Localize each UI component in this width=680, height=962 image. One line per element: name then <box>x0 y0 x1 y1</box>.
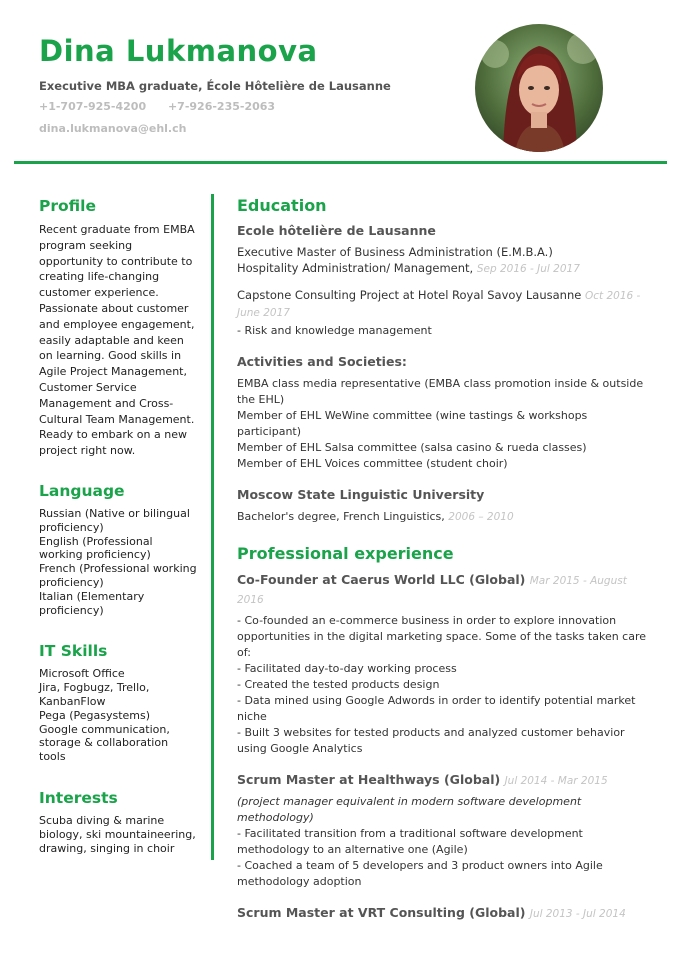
job-2 <box>237 771 647 890</box>
school-1: Ecole hôtelière de Lausanne <box>237 223 436 238</box>
job-2-line: - Coached a team of 5 developers and 3 product owners into Agile methodology adoption <box>237 859 603 888</box>
it-skills-list <box>39 667 197 764</box>
profile-photo <box>475 24 603 152</box>
job-3-date: Jul 2013 - Jul 2014 <box>529 908 626 920</box>
job-1-details <box>237 613 647 757</box>
language-heading: Language <box>39 481 125 500</box>
candidate-subtitle: Executive MBA graduate, École Hôtelière de Lausanne <box>39 79 391 93</box>
activity-item: Member of EHL WeWine committee (wine tastings & workshops participant) <box>237 409 588 438</box>
capstone-project <box>237 287 647 321</box>
job-1-line: - Built 3 websites for tested products and analyzed customer behavior using Google Analytics <box>237 726 625 755</box>
job-3-header <box>237 904 647 923</box>
job-1 <box>237 571 647 757</box>
language-item: Russian (Native or bilingual proficiency) <box>39 506 190 534</box>
candidate-name: Dina Lukmanova <box>39 34 318 68</box>
phone-2: +7-926-235-2063 <box>167 100 276 113</box>
capstone-date: Oct 2016 - June 2017 <box>237 290 641 319</box>
degree-2-field: Bachelor's degree, French Linguistics, <box>237 510 445 523</box>
activity-item: Member of EHL Salsa committee (salsa casino & rueda classes) <box>237 441 587 454</box>
language-item: French (Professional working proficiency) <box>39 562 197 589</box>
skill-item: Google communication, storage & collaboration tools <box>39 722 170 764</box>
right-column <box>237 195 647 923</box>
job-2-note: (project manager equivalent in modern software development methodology) <box>237 795 582 824</box>
language-item: Italian (Elementary proficiency) <box>39 589 145 617</box>
job-1-line: - Co-founded an e-commerce business in order to explore innovation opportunities in the digital marketing space. Some of the tasks taken care of: <box>237 614 647 659</box>
skill-item: Jira, Fogbugz, Trello, KanbanFlow <box>39 681 150 708</box>
job-1-date: Mar 2015 - August 2016 <box>237 575 627 606</box>
capstone-title: Capstone Consulting Project at Hotel Royal Savoy Lausanne <box>237 288 582 302</box>
email-address: dina.lukmanova@ehl.ch <box>39 122 187 135</box>
activity-item: EMBA class media representative (EMBA class promotion inside & outside the EHL) <box>237 377 644 406</box>
job-1-header <box>237 571 647 609</box>
portrait-image <box>475 24 603 152</box>
job-2-line: - Facilitated transition from a traditional software development methodology to an alternative one (Agile) <box>237 827 583 856</box>
left-column <box>39 196 197 855</box>
job-1-title: Co-Founder at Caerus World LLC (Global) <box>237 572 526 587</box>
interests-value: Scuba diving & marine biology, ski mountaineering, drawing, singing in choir <box>39 813 196 855</box>
interests-text <box>39 814 197 855</box>
job-3 <box>237 904 647 923</box>
job-3-title: Scrum Master at VRT Consulting (Global) <box>237 905 526 920</box>
job-1-line: - Created the tested products design <box>237 678 440 691</box>
capstone-bullet: - Risk and knowledge management <box>237 324 432 337</box>
profile-text: Recent graduate from EMBA program seeking opportunity to contribute to creating life-changing customer experience. Passionate about customer and employee engagement, easily adaptable and keen on learning. Good skills in Agile Project Management, Customer Service Management and Cross-Cultural Team Management. Ready to embark on a new project right now. <box>39 223 195 458</box>
job-2-header <box>237 771 647 790</box>
activity-item: Member of EHL Voices committee (student choir) <box>237 457 508 470</box>
language-item: English (Professional working proficiency) <box>39 534 153 562</box>
job-2-details <box>237 794 647 890</box>
language-list <box>39 507 197 617</box>
job-2-title: Scrum Master at Healthways (Global) <box>237 772 501 787</box>
degree-1-date: Sep 2016 - Jul 2017 <box>476 263 580 275</box>
degree-1-field: Hospitality Administration/ Management, <box>237 261 474 275</box>
phone-1: +1-707-925-4200 <box>39 100 147 113</box>
it-skills-heading: IT Skills <box>39 642 108 661</box>
profile-heading: Profile <box>39 197 96 215</box>
degree-1-line-2 <box>237 260 647 277</box>
school-2: Moscow State Linguistic University <box>237 487 485 502</box>
activities-list <box>237 376 647 472</box>
phone-numbers <box>39 100 293 113</box>
job-1-line: - Facilitated day-to-day working process <box>237 662 457 675</box>
activities-heading: Activities and Societies: <box>237 354 407 369</box>
column-divider <box>211 194 214 860</box>
degree-2 <box>237 509 647 525</box>
degree-1-line-1: Executive Master of Business Administration (E.M.B.A.) <box>237 245 553 259</box>
interests-heading: Interests <box>39 788 118 807</box>
skill-item: Pega (Pegasystems) <box>39 708 151 722</box>
job-2-date: Jul 2014 - Mar 2015 <box>504 775 608 787</box>
job-1-line: - Data mined using Google Adwords in order to identify potential market niche <box>237 694 636 723</box>
degree-2-date: 2006 – 2010 <box>448 511 514 523</box>
header-divider <box>14 161 667 164</box>
education-heading: Education <box>237 196 327 215</box>
skill-item: Microsoft Office <box>39 667 125 681</box>
experience-heading: Professional experience <box>237 544 454 563</box>
